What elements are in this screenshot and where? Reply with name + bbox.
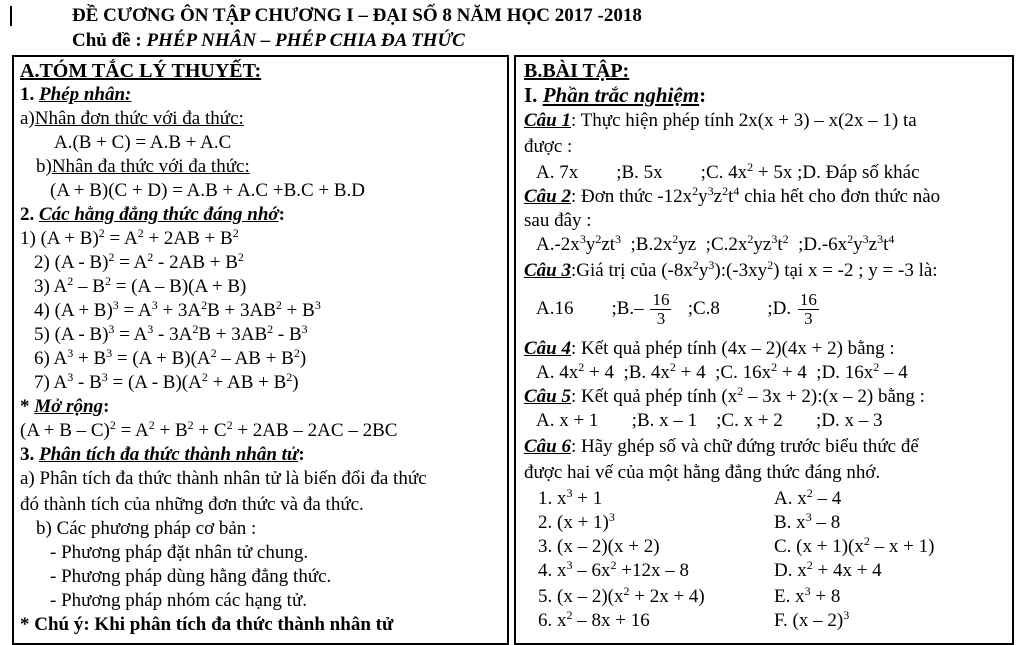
multiplication-heading: 1. Phép nhân: xyxy=(20,84,132,105)
match-right-b: B. $x^3 - 8$ xyxy=(774,510,841,533)
match-left-3: 3. (x – 2)(x + 2) xyxy=(538,536,660,557)
question-1-cont: được : xyxy=(524,136,573,157)
question-5-options: A. x + 1 ;B. x – 1 ;C. x + 2 ;D. x – 3 xyxy=(536,410,883,431)
match-right-d: D. $x^2 + 4x + 4$ xyxy=(774,558,882,581)
identity-1: 1) $(A + B)^2 = A^2 + 2AB + B^2$ xyxy=(20,226,239,249)
question-2-options: $A.-2x^3y^2zt^3$ $;B.2x^2yz$ $;C.2x^2yz^3t^2$ $;D.-6x^2y^3z^3t^4$ xyxy=(536,232,895,255)
factoring-heading: 3. Phân tích đa thức thành nhân tử: xyxy=(20,444,305,465)
note-line: * Chú ý: Khi phân tích đa thức thành nhân tử xyxy=(20,614,394,635)
monomial-polynomial-rule: a)Nhân đơn thức với đa thức: xyxy=(20,108,244,129)
match-left-6: 6. $x^2 - 8x + 16$ xyxy=(538,608,650,631)
method-item: - Phương pháp dùng hằng đẳng thức. xyxy=(50,566,332,587)
match-left-4: 4. $x^3 - 6x^2 +12x - 8$ xyxy=(538,558,689,581)
theory-panel xyxy=(12,55,509,645)
question-2-cont: sau đây : xyxy=(524,210,592,231)
multiple-choice-heading: I. Phần trắc nghiệm: xyxy=(524,83,707,107)
question-4: Câu 4: Kết quả phép tính (4x – 2)(4x + 2) bằng : xyxy=(524,338,895,359)
methods-heading: b) Các phương pháp cơ bản : xyxy=(36,518,257,539)
method-item: - Phương pháp nhóm các hạng tử. xyxy=(50,590,308,611)
factoring-definition-1: a) Phân tích đa thức thành nhân tử là biến đổi đa thức xyxy=(20,468,427,489)
identity-5: 5) $(A - B)^3 = A^3 - 3A^2B + 3AB^2 - B^3$ xyxy=(34,322,308,345)
question-6-cont: được hai vế của một hằng đẳng thức đáng nhớ. xyxy=(524,462,881,483)
document-title: ĐỀ CƯƠNG ÔN TẬP CHƯƠNG I – ĐẠI SỐ 8 NĂM HỌC 2017 -2018 xyxy=(72,5,642,26)
identity-extended: $(A + B - C)^2 = A^2 + B^2 + C^2 + 2AB - 2AC - 2BC$ xyxy=(20,418,398,441)
identities-heading: 2. Các hằng đẳng thức đáng nhớ: xyxy=(20,204,285,225)
extension-heading: * Mở rộng: xyxy=(20,396,110,417)
section-b-title: B.BÀI TẬP: xyxy=(524,60,630,82)
question-2: Câu 2: Đơn thức $-12x^2y^3z^2t^4$ chia hết cho đơn thức nào xyxy=(524,184,941,207)
formula-distributive: A.(B + C) = A.B + A.C xyxy=(54,132,232,153)
method-item: - Phương pháp đặt nhân tử chung. xyxy=(50,542,309,563)
question-1: Câu 1: Thực hiện phép tính 2x(x + 3) – x(2x – 1) ta xyxy=(524,110,917,131)
polynomial-polynomial-rule: b)Nhân đa thức với đa thức: xyxy=(36,156,250,177)
match-right-f: F. (x – 2)$^3$ xyxy=(774,608,850,631)
identity-2: 2) $(A - B)^2 = A^2 - 2AB + B^2$ xyxy=(34,250,244,273)
match-left-5: 5. $(x - 2)(x^2 + 2x + 4)$ xyxy=(538,584,705,607)
question-3: Câu 3:Giá trị của $(-8x^2y^3):(-3xy^2)$ tại x = -2 ; y = -3 là: xyxy=(524,258,938,281)
identity-6: 6) $A^3 + B^3 = (A + B)(A^2$ – AB + $B^2$) xyxy=(34,346,307,369)
text-cursor xyxy=(10,6,12,26)
exercise-panel xyxy=(514,55,1014,645)
identity-3: 3) $A^2 - B^2 = (A - B)(A + B)$ xyxy=(34,274,247,297)
match-right-e: E. $x^3 + 8$ xyxy=(774,584,841,607)
factoring-definition-2: đó thành tích của những đơn thức và đa thức. xyxy=(20,494,364,515)
question-6: Câu 6: Hãy ghép số và chữ đứng trước biểu thức để xyxy=(524,436,919,457)
match-right-c: C. $(x + 1)(x^2 - x + 1)$ xyxy=(774,534,935,557)
document-topic: Chủ đề : PHÉP NHÂN – PHÉP CHIA ĐA THỨC xyxy=(72,30,465,51)
question-3-options: A.16 ;B.– $\frac{16}{3}$ ;C.8 ;D. $\frac{16}{3}$ xyxy=(536,290,817,329)
question-4-options: A. $4x^2 + 4$ ;B. $4x^2 + 4$ ;C. $16x^2 + 4$ ;D. $16x^2 - 4$ xyxy=(536,360,908,383)
question-1-options: A. 7x ;B. 5x ;C. $4x^2 + 5x$ ;D. Đáp số khác xyxy=(536,160,920,183)
identity-4: 4) $(A + B)^3 = A^3 + 3A^2B + 3AB^2 + B^3$ xyxy=(34,298,321,321)
question-5: Câu 5: Kết quả phép tính ($x^2 - 3x$ + 2):(x – 2) bằng : xyxy=(524,384,925,407)
identity-7: 7) $A^3 - B^3 = (A - B)(A^2$ + AB + $B^2$) xyxy=(34,370,299,393)
section-a-title: A.TÓM TẮC LÝ THUYẾT: xyxy=(20,60,262,82)
match-left-1: 1. $x^3 + 1$ xyxy=(538,486,603,509)
match-left-2: 2. $(x + 1)^3$ xyxy=(538,510,615,533)
match-right-a: A. $x^2 - 4$ xyxy=(774,486,842,509)
formula-polynomial-product: (A + B)(C + D) = A.B + A.C +B.C + B.D xyxy=(50,180,366,201)
